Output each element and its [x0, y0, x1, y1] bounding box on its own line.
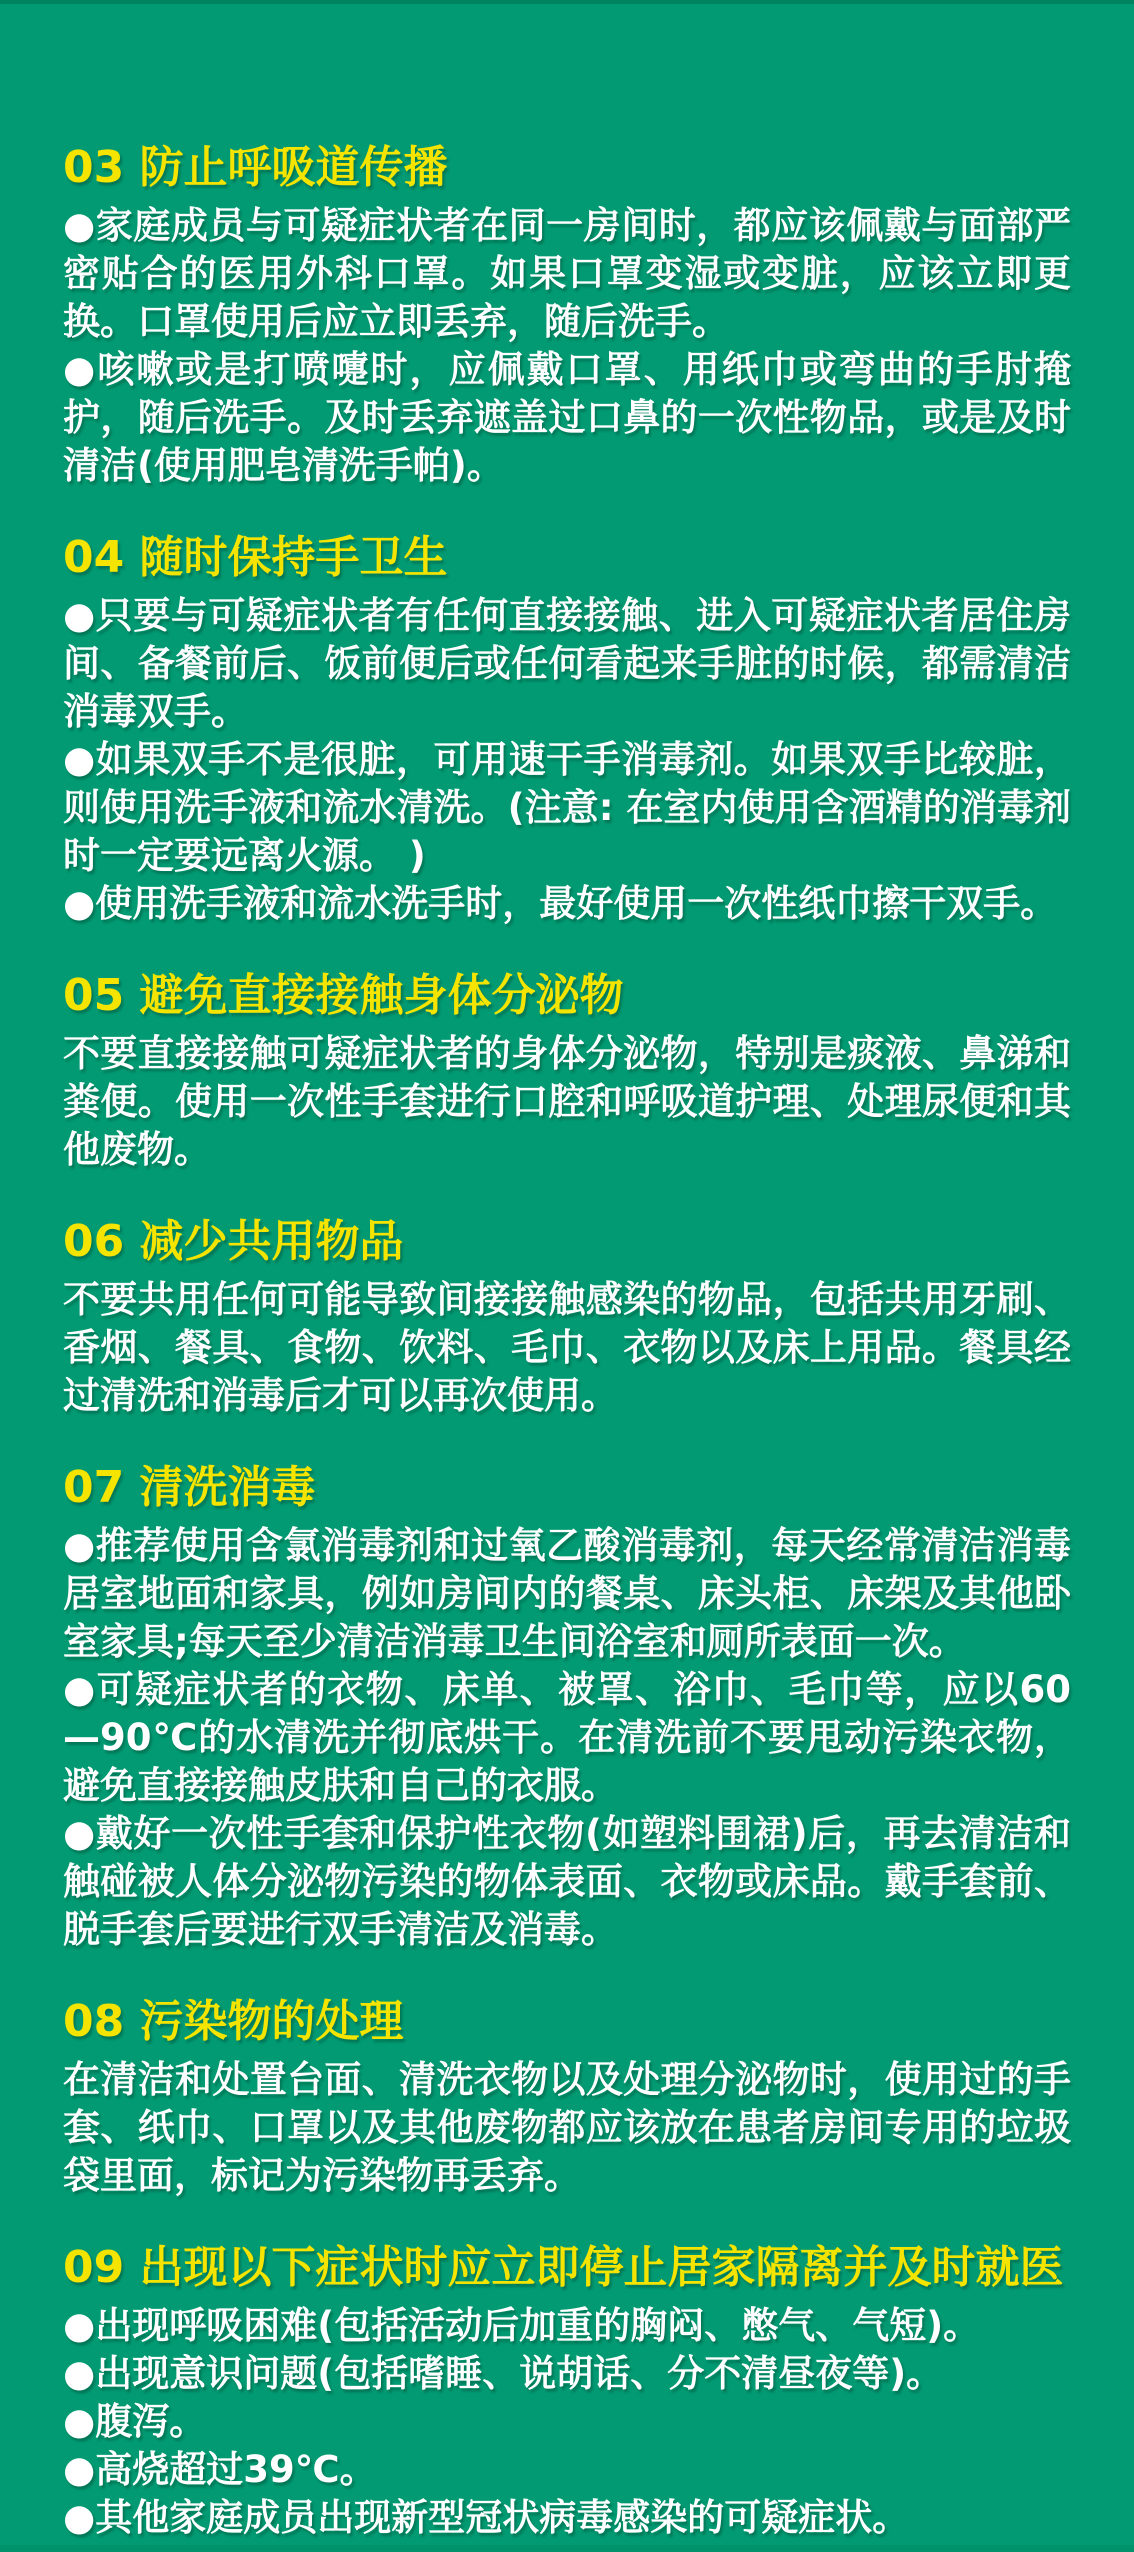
section-07-paragraph-1: ●推荐使用含氯消毒剂和过氧乙酸消毒剂，每天经常清洁消毒居室地面和家具，例如房间内的餐桌、床头柜、床架及其他卧室家具;每天至少清洁消毒卫生间浴室和厕所表面一次。 — [63, 1524, 1071, 1663]
section-05-heading: 05 避免直接接触身体分泌物 — [63, 970, 624, 1021]
section-09-paragraph-3: ●腹泻。 — [63, 2400, 207, 2443]
section-03-respiratory-transmission — [63, 140, 1071, 490]
section-08-contaminant-disposal — [63, 1994, 1071, 2200]
section-07-paragraph-2: ●可疑症状者的衣物、床单、被罩、浴巾、毛巾等，应以60—90℃的水清洗并彻底烘干。在清洗前不要甩动污染衣物，避免直接接触皮肤和自己的衣服。 — [63, 1668, 1071, 1807]
section-05-paragraph-1: 不要直接接触可疑症状者的身体分泌物，特别是痰液、鼻涕和粪便。使用一次性手套进行口腔和呼吸道护理、处理尿便和其他废物。 — [63, 1032, 1071, 1171]
bottom-edge-strip — [0, 2545, 1134, 2552]
section-07-cleaning-disinfection — [63, 1460, 1071, 1954]
section-09-paragraph-5: ●其他家庭成员出现新型冠状病毒感染的可疑症状。 — [63, 2496, 910, 2539]
section-07-heading: 07 清洗消毒 — [63, 1462, 316, 1513]
section-07-paragraph-3: ●戴好一次性手套和保护性衣物(如塑料围裙)后，再去清洁和触碰被人体分泌物污染的物体表面、衣物或床品。戴手套前、脱手套后要进行双手清洁及消毒。 — [63, 1812, 1071, 1951]
section-06-reduce-shared-items — [63, 1214, 1071, 1420]
top-edge-strip — [0, 0, 1134, 4]
section-05-avoid-secretions — [63, 968, 1071, 1174]
section-09-stop-isolation-seek-care — [63, 2240, 1071, 2542]
section-03-paragraph-1: ●家庭成员与可疑症状者在同一房间时，都应该佩戴与面部严密贴合的医用外科口罩。如果口罩变湿或变脏，应该立即更换。口罩使用后应立即丢弃，随后洗手。 — [63, 204, 1071, 343]
section-09-heading: 09 出现以下症状时应立即停止居家隔离并及时就医 — [63, 2242, 1064, 2293]
section-08-paragraph-1: 在清洁和处置台面、清洗衣物以及处理分泌物时，使用过的手套、纸巾、口罩以及其他废物都应该放在患者房间专用的垃圾袋里面，标记为污染物再丢弃。 — [63, 2058, 1071, 2197]
section-03-paragraph-2: ●咳嗽或是打喷嚏时，应佩戴口罩、用纸巾或弯曲的手肘掩护，随后洗手。及时丢弃遮盖过口鼻的一次性物品，或是及时清洁(使用肥皂清洗手帕)。 — [63, 348, 1071, 487]
section-06-paragraph-1: 不要共用任何可能导致间接接触感染的物品，包括共用牙刷、香烟、餐具、食物、饮料、毛巾、衣物以及床上用品。餐具经过清洗和消毒后才可以再次使用。 — [63, 1278, 1071, 1417]
section-09-paragraph-4: ●高烧超过39℃。 — [63, 2448, 377, 2491]
section-08-heading: 08 污染物的处理 — [63, 1996, 404, 2047]
section-04-paragraph-1: ●只要与可疑症状者有任何直接接触、进入可疑症状者居住房间、备餐前后、饭前便后或任何看起来手脏的时候，都需清洁消毒双手。 — [63, 594, 1071, 733]
section-04-heading: 04 随时保持手卫生 — [63, 532, 448, 583]
section-04-paragraph-3: ●使用洗手液和流水洗手时，最好使用一次性纸巾擦干双手。 — [63, 882, 1058, 925]
section-06-heading: 06 减少共用物品 — [63, 1216, 404, 1267]
section-04-hand-hygiene — [63, 530, 1071, 928]
section-09-paragraph-1: ●出现呼吸困难(包括活动后加重的胸闷、憋气、气短)。 — [63, 2304, 981, 2347]
section-03-heading: 03 防止呼吸道传播 — [63, 142, 448, 193]
section-04-paragraph-2: ●如果双手不是很脏，可用速干手消毒剂。如果双手比较脏，则使用洗手液和流水清洗。(注意: 在室内使用含酒精的消毒剂时一定要远离火源。 ) — [63, 738, 1071, 877]
section-09-paragraph-2: ●出现意识问题(包括嗜睡、说胡话、分不清昼夜等)。 — [63, 2352, 944, 2395]
